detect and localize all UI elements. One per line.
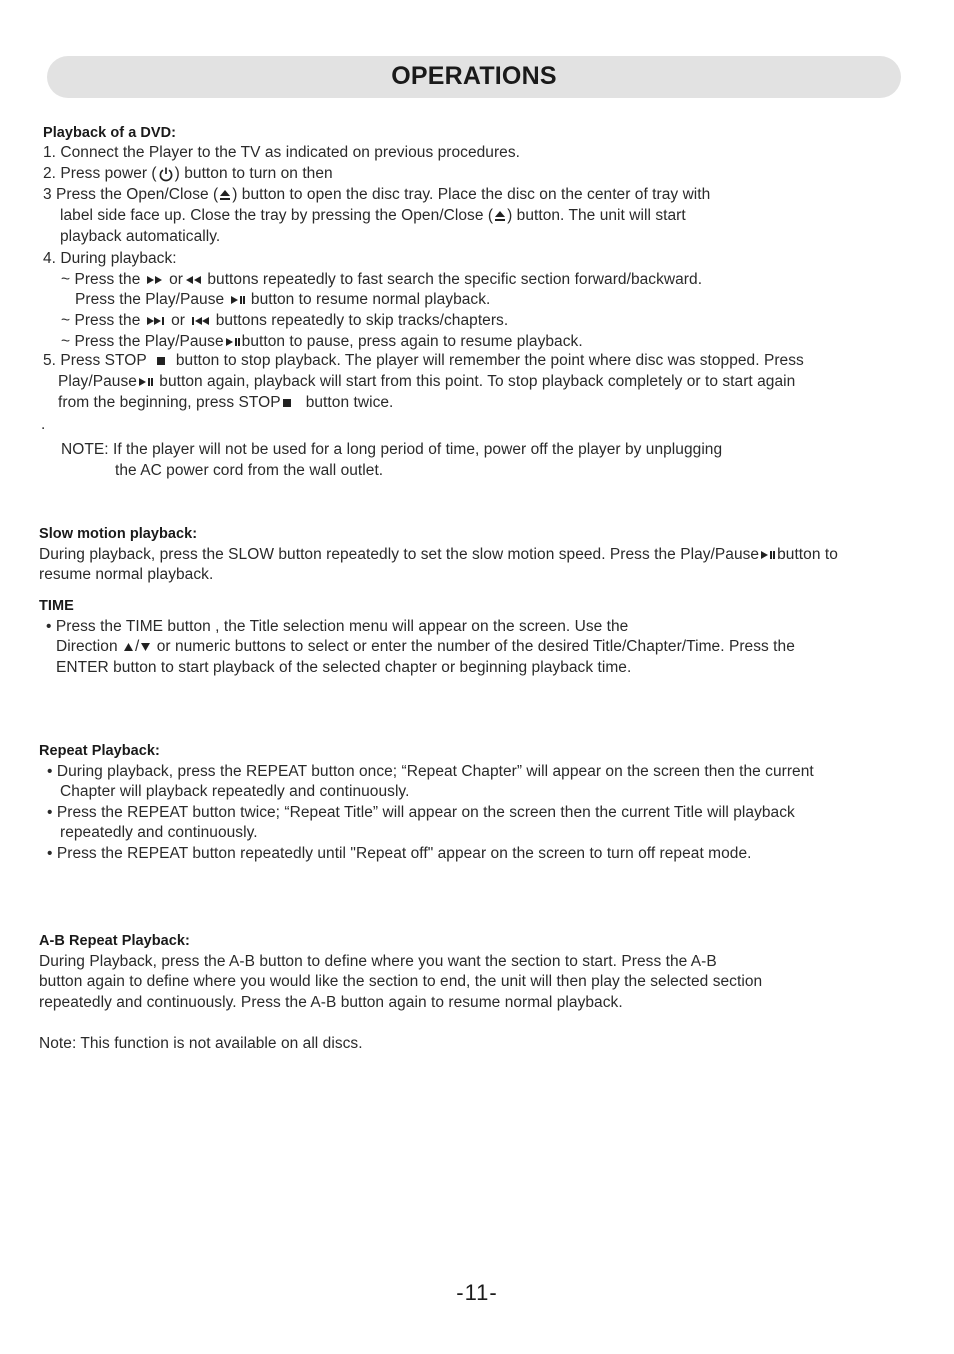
play-pause-icon xyxy=(225,337,241,347)
stray-dot: . xyxy=(41,416,46,433)
eject-icon xyxy=(494,210,506,222)
time-text-3: ENTER button to start playback of the selected chapter or beginning playback time. xyxy=(56,659,632,676)
repeat-bullet-2: • Press the REPEAT button twice; “Repeat Title” will appear on the screen then the current Title will playback xyxy=(47,804,795,821)
skip-previous-icon xyxy=(190,316,210,326)
bullet: • xyxy=(47,804,53,821)
dvd-step-4: 4. During playback: xyxy=(43,250,177,267)
repeat-heading: Repeat Playback: xyxy=(39,743,160,759)
time-heading: TIME xyxy=(39,598,74,614)
dvd-note: NOTE: If the player will not be used for a long period of time, power off the player by unplugging xyxy=(61,441,723,458)
ab-heading: A-B Repeat Playback: xyxy=(39,933,190,949)
dvd-heading: Playback of a DVD: xyxy=(43,125,177,141)
arrow-up-icon xyxy=(123,642,134,652)
slow-text: During playback, press the SLOW button repeatedly to set the slow motion speed. Press the Play/Pause button to xyxy=(39,546,838,563)
repeat-bullet-3: • Press the REPEAT button repeatedly until "Repeat off" appear on the screen to turn off repeat mode. xyxy=(47,845,752,862)
dvd-step-5-end: from the beginning, press STOP button twice. xyxy=(58,394,394,411)
dvd-step-3-end: playback automatically. xyxy=(60,228,221,245)
header-bar xyxy=(47,56,901,98)
dvd-step-5-cont: Play/Pause button again, playback will start from this point. To stop playback completely or to start again xyxy=(58,373,796,390)
bullet: • xyxy=(46,618,52,635)
dvd-step-2: 2. Press power ( ) button to turn on then xyxy=(43,165,333,182)
dvd-step-4-resume: Press the Play/Pause button to resume normal playback. xyxy=(75,291,491,308)
stop-icon xyxy=(282,398,292,408)
page-title: OPERATIONS xyxy=(391,62,557,90)
dvd-step-3: 3 Press the Open/Close ( ) button to open the disc tray. Place the disc on the center of tray with xyxy=(43,186,711,203)
time-bullet: • Press the TIME button , the Title selection menu will appear on the screen. Use the xyxy=(46,618,629,635)
page-number: -11- xyxy=(456,1280,498,1305)
ab-text-2: button again to define where you would like the section to end, the unit will then play the selected section xyxy=(39,973,763,990)
slow-heading: Slow motion playback: xyxy=(39,526,198,542)
dvd-step-3-cont: label side face up. Close the tray by pressing the Open/Close ( ) button. The unit will start xyxy=(60,207,686,224)
ab-note: Note: This function is not available on all discs. xyxy=(39,1035,363,1052)
dvd-note-cont: the AC power cord from the wall outlet. xyxy=(115,462,384,479)
rewind-icon xyxy=(184,275,202,285)
skip-next-icon xyxy=(146,316,166,326)
play-pause-icon xyxy=(760,550,776,560)
repeat-bullet-2-cont: repeatedly and continuously. xyxy=(60,824,258,841)
eject-icon xyxy=(219,189,231,201)
dvd-step-1: 1. Connect the Player to the TV as indicated on previous procedures. xyxy=(43,144,521,161)
dvd-step-4-pause: ~ Press the Play/Pause button to pause, press again to resume playback. xyxy=(61,333,583,350)
play-pause-icon xyxy=(230,295,246,305)
bullet: • xyxy=(47,763,53,780)
ab-text-1: During Playback, press the A-B button to define where you want the section to start. Press the A-B xyxy=(39,953,717,970)
repeat-bullet-1-cont: Chapter will playback repeatedly and continuously. xyxy=(60,783,410,800)
dvd-step-4-skip: ~ Press the or buttons repeatedly to skip tracks/chapters. xyxy=(61,312,509,329)
play-pause-icon xyxy=(138,377,154,387)
time-text-2: Direction / or numeric buttons to select or enter the number of the desired Title/Chapter/Time. Press the xyxy=(56,638,795,655)
dvd-step-4-search: ~ Press the or buttons repeatedly to fast search the specific section forward/backward. xyxy=(61,271,703,288)
fast-forward-icon xyxy=(146,275,164,285)
power-icon xyxy=(158,166,174,182)
ab-text-3: repeatedly and continuously. Press the A-B button again to resume normal playback. xyxy=(39,994,623,1011)
slow-text-cont: resume normal playback. xyxy=(39,566,214,583)
repeat-bullet-1: • During playback, press the REPEAT button once; “Repeat Chapter” will appear on the screen then the current xyxy=(47,763,814,780)
arrow-down-icon xyxy=(140,642,151,652)
dvd-step-5: 5. Press STOP button to stop playback. The player will remember the point where disc was stopped. Press xyxy=(43,352,804,369)
stop-icon xyxy=(156,356,166,366)
bullet: • xyxy=(47,845,53,862)
